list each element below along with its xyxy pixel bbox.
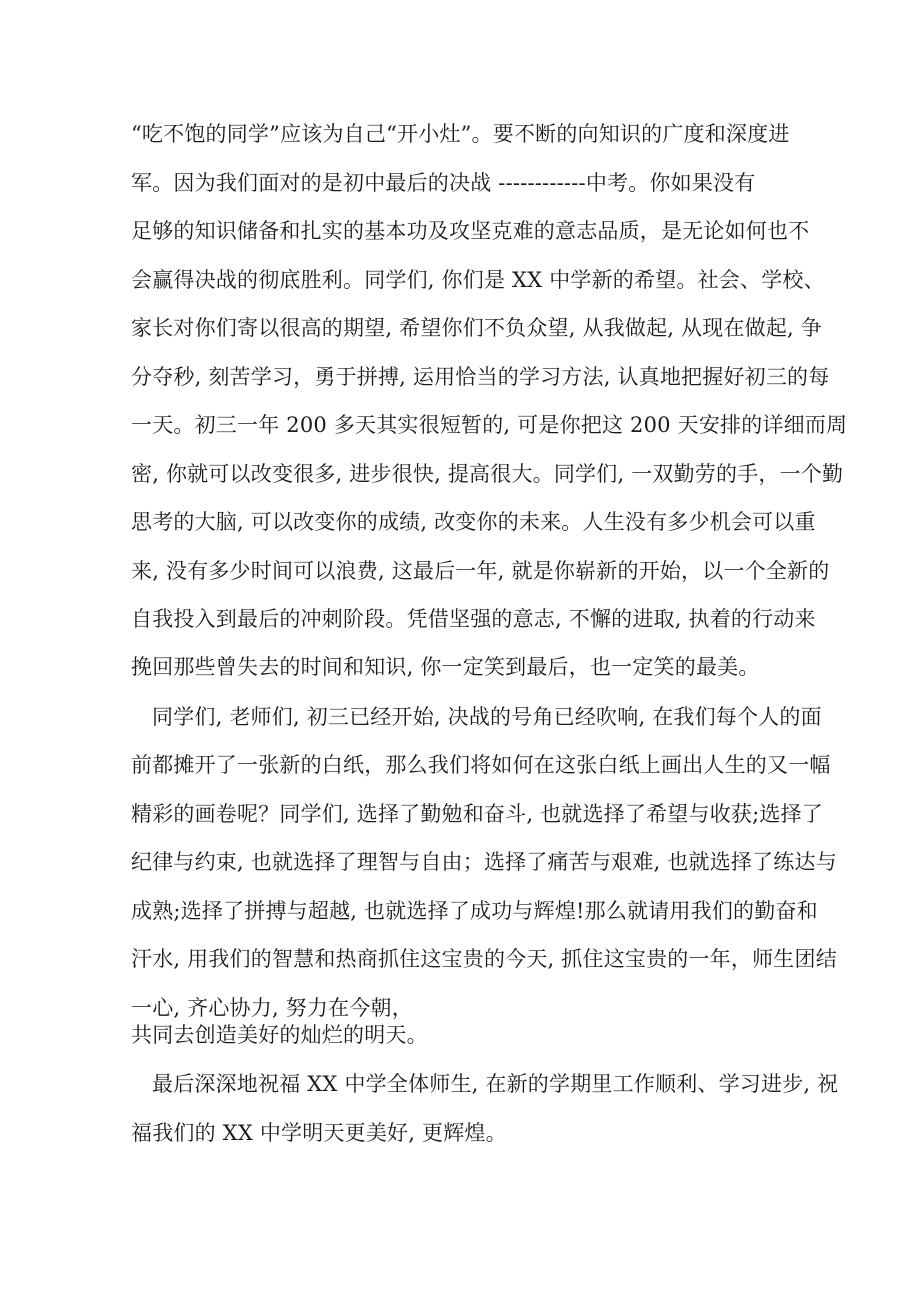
text-line: 精彩的画卷呢？同学们, 选择了勤勉和奋斗, 也就选择了希望与收获;选择了 <box>131 802 823 826</box>
text-line: 军。因为我们面对的是初中最后的决战 ------------中考。你如果没有 <box>131 171 756 195</box>
text-line: 福我们的 XX 中学明天更美好, 更辉煌。 <box>131 1121 507 1145</box>
text-line: 前都摊开了一张新的白纸，那么我们将如何在这张白纸上画出人生的又一幅 <box>131 753 831 777</box>
text-line: “吃不饱的同学”应该为自己“开小灶”。要不断的向知识的广度和深度进 <box>131 122 790 146</box>
text-line: 最后深深地祝福 XX 中学全体师生, 在新的学期里工作顺利、学习进步, 祝 <box>152 1072 839 1096</box>
text-line: 共同去创造美好的灿烂的明天。 <box>131 1023 428 1047</box>
text-line: 同学们, 老师们, 初三已经开始, 决战的号角已经吹响, 在我们每个人的面 <box>152 705 822 729</box>
text-line: 密, 你就可以改变很多, 进步很快, 提高很大。同学们, 一双勤劳的手，一个勤 <box>131 462 844 486</box>
text-line: 一心, 齐心协力, 努力在今朝， <box>131 996 413 1020</box>
text-line: 成熟;选择了拼搏与超越, 也就选择了成功与辉煌!那么就请用我们的勤奋和 <box>131 899 818 923</box>
text-line: 家长对你们寄以很高的期望, 希望你们不负众望, 从我做起, 从现在做起, 争 <box>131 316 822 340</box>
text-line: 足够的知识储备和扎实的基本功及攻坚克难的意志品质，是无论如何也不 <box>131 219 810 243</box>
text-line: 会赢得决战的彻底胜利。同学们, 你们是 XX 中学新的希望。社会、学校、 <box>131 268 825 292</box>
text-line: 分夺秒, 刻苦学习，勇于拼搏, 运用恰当的学习方法, 认真地把握好初三的每 <box>131 365 830 389</box>
text-line: 汗水, 用我们的智慧和热商抓住这宝贵的今天, 抓住这宝贵的一年，师生团结 <box>131 947 837 971</box>
text-line: 一天。初三一年 200 多天其实很短暂的, 可是你把这 200 天安排的详细而周 <box>131 413 848 437</box>
text-line: 自我投入到最后的冲刺阶段。凭借坚强的意志, 不懈的进取, 执着的行动来 <box>131 607 816 631</box>
text-line: 思考的大脑, 可以改变你的成绩, 改变你的未来。人生没有多少机会可以重 <box>131 510 816 534</box>
text-line: 纪律与约束, 也就选择了理智与自由；选择了痛苦与艰难, 也就选择了练达与 <box>131 850 837 874</box>
text-line: 来, 没有多少时间可以浪费, 这最后一年, 就是你崭新的开始，以一个全新的 <box>131 559 830 583</box>
text-line: 挽回那些曾失去的时间和知识, 你一定笑到最后，也一定笑的最美。 <box>131 655 760 679</box>
